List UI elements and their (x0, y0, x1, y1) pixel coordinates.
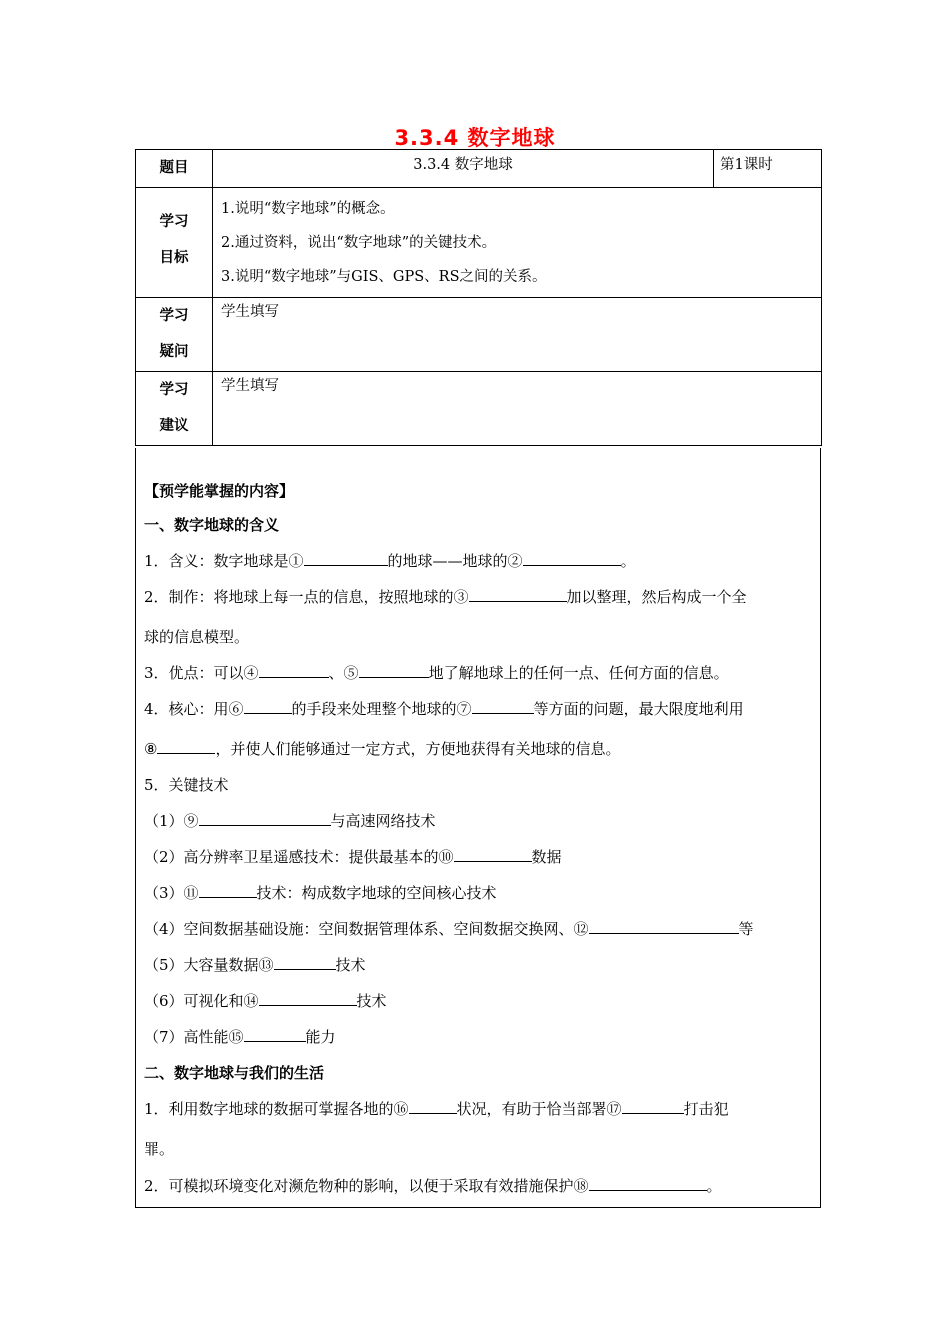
lesson-info-table (135, 149, 822, 446)
topic-label: 题目 (136, 150, 213, 188)
item-advantage: 3．优点：可以④ 、⑤ 地了解地球上的任何一点、任何方面的信息。 (144, 664, 729, 682)
blank-7[interactable] (472, 699, 534, 714)
goals-label: 学习 目标 (136, 188, 213, 298)
blank-14[interactable] (259, 991, 357, 1006)
topic-row (136, 150, 822, 188)
blank-8[interactable] (157, 739, 215, 754)
topic-value: 3.3.4 数字地球 (213, 150, 714, 188)
goals-row (136, 188, 822, 298)
item-core: 4．核心：用⑥ 的手段来处理整个地球的⑦ 等方面的问题，最大限度地利用 (144, 700, 744, 718)
questions-label: 学习 疑问 (136, 298, 213, 372)
advice-row (136, 372, 822, 446)
key-tech-2: （2）高分辨率卫星遥感技术：提供最基本的⑩ 数据 (144, 848, 562, 866)
pre-study-content (135, 448, 821, 1208)
blank-15[interactable] (244, 1027, 306, 1042)
life-item-1-cont: 罪。 (144, 1140, 175, 1158)
blank-2[interactable] (523, 551, 621, 566)
advice-field[interactable]: 学生填写 (213, 372, 822, 446)
period-value: 第1课时 (714, 150, 822, 188)
blank-16[interactable] (409, 1099, 457, 1114)
key-tech-4: （4）空间数据基础设施：空间数据管理体系、空间数据交换网、⑫ 等 (144, 920, 754, 938)
item-production-cont: 球的信息模型。 (144, 628, 250, 646)
questions-field[interactable]: 学生填写 (213, 298, 822, 372)
blank-13[interactable] (274, 955, 336, 970)
key-tech-3: （3）⑪ 技术：构成数字地球的空间核心技术 (144, 884, 497, 902)
blank-12[interactable] (589, 919, 739, 934)
section-heading: 【预学能掌握的内容】 (144, 482, 295, 500)
goal-item: 2.通过资料，说出“数字地球”的关键技术。 (221, 235, 497, 251)
key-tech-1: （1）⑨ 与高速网络技术 (144, 812, 436, 830)
blank-10[interactable] (454, 847, 532, 862)
part2-title: 二、数字地球与我们的生活 (144, 1064, 325, 1082)
item-production: 2．制作：将地球上每一点的信息，按照地球的③ 加以整理，然后构成一个全 (144, 588, 747, 606)
part1-title: 一、数字地球的含义 (144, 516, 280, 534)
blank-4[interactable] (259, 663, 329, 678)
advice-label: 学习 建议 (136, 372, 213, 446)
goals-list (213, 188, 822, 298)
blank-9[interactable] (199, 811, 331, 826)
key-tech-5: （5）大容量数据⑬ 技术 (144, 956, 366, 974)
blank-6[interactable] (244, 699, 292, 714)
goal-item: 3.说明“数字地球”与GIS、GPS、RS之间的关系。 (221, 269, 547, 285)
key-tech-7: （7）高性能⑮ 能力 (144, 1028, 336, 1046)
blank-18[interactable] (589, 1176, 707, 1191)
goal-item: 1.说明“数字地球”的概念。 (221, 201, 395, 217)
blank-5[interactable] (359, 663, 429, 678)
blank-1[interactable] (304, 551, 388, 566)
blank-17[interactable] (622, 1099, 684, 1114)
item-core-cont: ⑧ ，并使人们能够通过一定方式，方便地获得有关地球的信息。 (144, 740, 621, 758)
questions-row (136, 298, 822, 372)
item-key-tech: 5．关键技术 (144, 776, 229, 794)
document-title: 3.3.4 数字地球 (394, 126, 556, 150)
life-item-1: 1．利用数字地球的数据可掌握各地的⑯ 状况，有助于恰当部署⑰ 打击犯 (144, 1100, 729, 1118)
life-item-2: 2．可模拟环境变化对濒危物种的影响，以便于采取有效措施保护⑱ 。 (144, 1177, 722, 1195)
key-tech-6: （6）可视化和⑭ 技术 (144, 992, 387, 1010)
item-meaning: 1．含义：数字地球是① 的地球——地球的② 。 (144, 552, 636, 570)
blank-3[interactable] (469, 587, 567, 602)
blank-11[interactable] (199, 883, 257, 898)
